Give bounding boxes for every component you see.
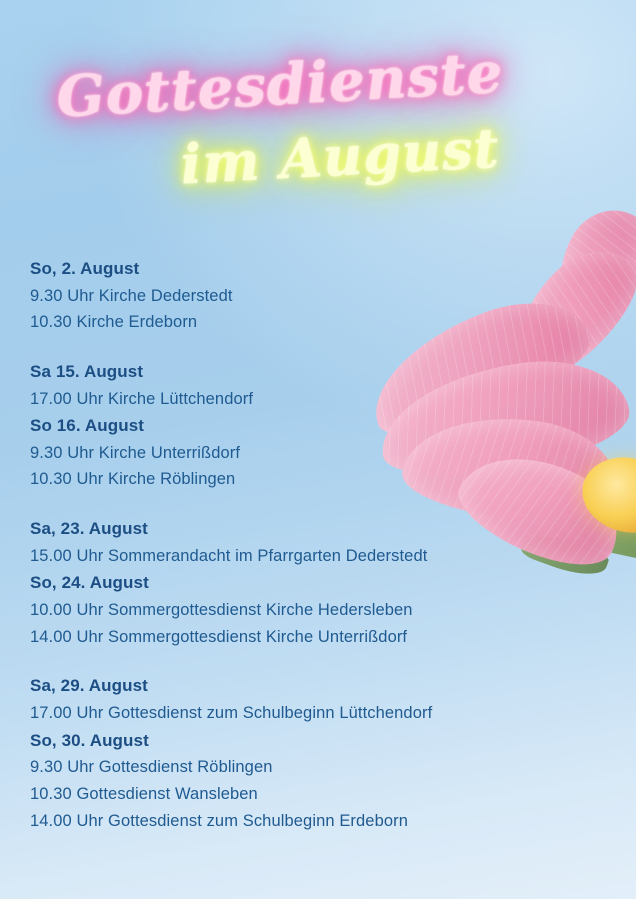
schedule-entry: 17.00 Uhr Gottesdienst zum Schulbeginn Lüttchendorf — [30, 703, 433, 722]
schedule-entry: 10.30 Uhr Kirche Röblingen — [30, 470, 236, 489]
schedule-entry: 10.30 Kirche Erdeborn — [30, 313, 198, 332]
headline-line-1: Gottesdienste — [55, 39, 505, 131]
schedule-group — [30, 672, 590, 834]
headline-line-2: im August — [179, 115, 501, 197]
schedule-date: Sa 15. August — [30, 361, 144, 381]
schedule-entry: 14.00 Uhr Gottesdienst zum Schulbeginn Erdeborn — [30, 811, 409, 830]
schedule-date: Sa, 29. August — [30, 676, 148, 696]
schedule-entry: 9.30 Uhr Kirche Unterrißdorf — [30, 443, 241, 462]
service-schedule — [30, 255, 590, 834]
schedule-group — [30, 358, 590, 493]
schedule-entry: 9.30 Uhr Kirche Dederstedt — [30, 286, 233, 305]
schedule-entry: 15.00 Uhr Sommerandacht im Pfarrgarten Dederstedt — [30, 546, 428, 565]
schedule-date: So, 24. August — [30, 573, 149, 593]
schedule-entry: 17.00 Uhr Kirche Lüttchendorf — [30, 389, 254, 408]
schedule-date: Sa, 23. August — [30, 519, 148, 539]
schedule-group — [30, 255, 590, 336]
schedule-entry: 10.00 Uhr Sommergottesdienst Kirche Hedersleben — [30, 600, 413, 619]
schedule-date: So, 30. August — [30, 730, 149, 750]
schedule-date: So, 2. August — [30, 259, 140, 278]
schedule-date: So 16. August — [30, 416, 145, 436]
schedule-group — [30, 515, 590, 650]
poster-headline — [0, 39, 560, 197]
schedule-entry: 10.30 Gottesdienst Wansleben — [30, 784, 258, 803]
schedule-entry: 14.00 Uhr Sommergottesdienst Kirche Unterrißdorf — [30, 627, 408, 646]
schedule-entry: 9.30 Uhr Gottesdienst Röblingen — [30, 758, 273, 777]
